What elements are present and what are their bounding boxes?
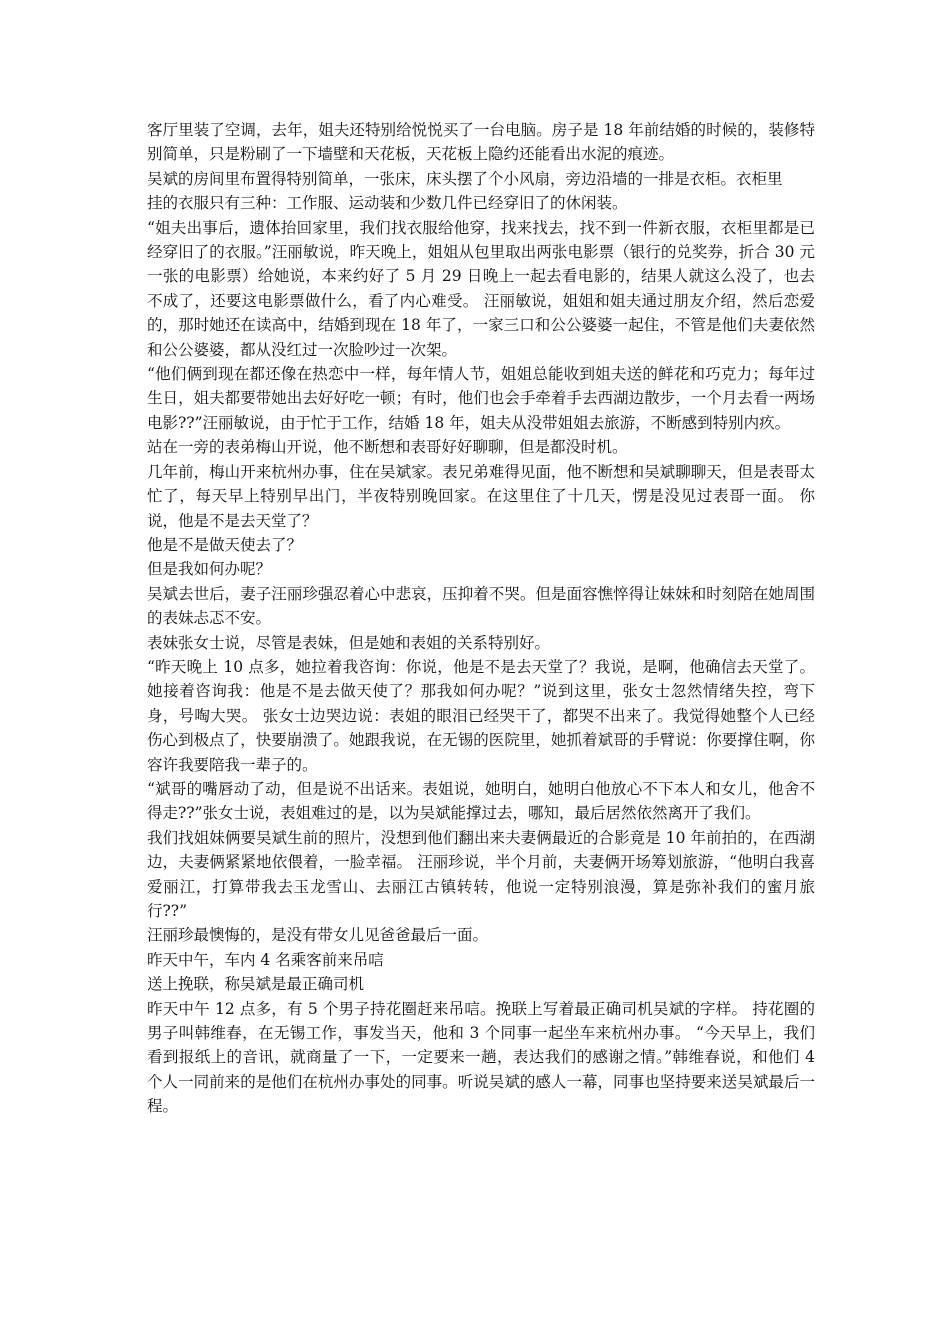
document-body — [147, 118, 815, 1119]
paragraph: 我们找姐妹俩要吴斌生前的照片，没想到他们翻出来夫妻俩最近的合影竟是 10 年前拍的，在西湖边，夫妻俩紧紧地依偎着，一脸幸福。 汪丽珍说，半个月前，夫妻俩开场筹划旅游，“他明白我喜爱丽江，打算带我去玉龙雪山、去丽江古镇转转，他说一定特别浪漫，算是弥补我们的蜜月旅行??” — [147, 828, 815, 920]
paragraph: “他们俩到现在都还像在热恋中一样，每年情人节，姐姐总能收到姐夫送的鲜花和巧克力；每年过生日，姐夫都要带她出去好好吃一顿；有时，他们也会手牵着手去西湖边散步，一个月去看一两场电影??”汪丽敏说，由于忙于工作，结婚 18 年，姐夫从没带姐姐去旅游，不断感到特别内疚。 — [147, 365, 815, 432]
paragraph: 昨天中午 12 点多，有 5 个男子持花圈赶来吊唁。挽联上写着最正确司机吴斌的字样。 持花圈的男子叫韩维春，在无锡工作，事发当天，他和 3 个同事一起坐车来杭州办事。 “今天早上，我们看到报纸上的音讯，就商量了一下，一定要来一趟，表达我们的感谢之情。”韩维春说，和他们 4 个人一同前来的是他们在杭州办事处的同事。听说吴斌的感人一幕，同事也坚持要来送吴斌最后一程。 — [147, 999, 815, 1116]
paragraph: 吴斌去世后，妻子汪丽珍强忍着心中悲哀，压抑着不哭。但是面容憔悴得让妹妹和时刻陪在她周围的表妹忐忑不安。 — [147, 584, 815, 628]
paragraph: 昨天中午，车内 4 名乘客前来吊唁 — [147, 950, 384, 969]
paragraph: 送上挽联，称吴斌是最正确司机 — [147, 975, 365, 994]
paragraph: “姐夫出事后，遗体抬回家里，我们找衣服给他穿，找来找去，找不到一件新衣服，衣柜里都是已经穿旧了的衣服。”汪丽敏说，昨天晚上，姐姐从包里取出两张电影票（银行的兑奖券，折合 30 元一张的电影票）给她说，本来约好了 5 月 29 日晚上一起去看电影的，结果人就这么没了，也去不成了，还要这电影票做什么，看了内心难受。 汪丽敏说，姐姐和姐夫通过朋友介绍，然后恋爱的，那时她还在读高中，结婚到现在 18 年了，一家三口和公公婆婆一起住，不管是他们夫妻依然和公公婆婆，都从没红过一次脸吵过一次架。 — [147, 218, 815, 359]
paragraph: 但是我如何办呢？ — [147, 560, 272, 579]
paragraph: 表妹张女士说，尽管是表妹，但是她和表姐的关系特别好。 — [147, 633, 551, 652]
paragraph: 吴斌的房间里布置得特别简单，一张床，床头摆了个小风扇，旁边沿墙的一排是衣柜。衣柜里 — [147, 169, 783, 188]
paragraph: 挂的衣服只有三种：工作服、运动装和少数几件已经穿旧了的休闲装。 — [147, 194, 628, 213]
paragraph: 几年前，梅山开来杭州办事，住在吴斌家。表兄弟难得见面，他不断想和吴斌聊聊天，但是表哥太忙了，每天早上特别早出门，半夜特别晚回家。在这里住了十几天，愣是没见过表哥一面。 你说，他是不是去天堂了？ — [147, 462, 815, 530]
paragraph: 客厅里装了空调，去年，姐夫还特别给悦悦买了一台电脑。房子是 18 年前结婚的时候的，装修特别简单，只是粉刷了一下墙壁和天花板，天花板上隐约还能看出水泥的痕迹。 — [147, 121, 815, 164]
paragraph: 他是不是做天使去了？ — [147, 535, 303, 554]
paragraph: 汪丽珍最懊悔的，是没有带女儿见爸爸最后一面。 — [147, 926, 489, 945]
paragraph: “昨天晚上 10 点多，她拉着我咨询：你说，他是不是去天堂了？我说，是啊，他确信去天堂了。她接着咨询我：他是不是去做天使了？那我如何办呢？”说到这里，张女士忽然情绪失控，弯下身，号啕大哭。 张女士边哭边说：表姐的眼泪已经哭干了，都哭不出来了。我觉得她整个人已经伤心到极点了，快要崩溃了。她跟我说，在无锡的医院里，她抓着斌哥的手臂说：你要撑住啊，你容许我要陪我一辈子的。 — [147, 657, 815, 774]
paragraph: 站在一旁的表弟梅山开说，他不断想和表哥好好聊聊，但是都没时机。 — [147, 438, 628, 457]
paragraph: “斌哥的嘴唇动了动，但是说不出话来。表姐说，她明白，她明白他放心不下本人和女儿，他舍不得走??”张女士说，表姐难过的是，以为吴斌能撑过去，哪知，最后居然依然离开了我们。 — [147, 779, 815, 823]
